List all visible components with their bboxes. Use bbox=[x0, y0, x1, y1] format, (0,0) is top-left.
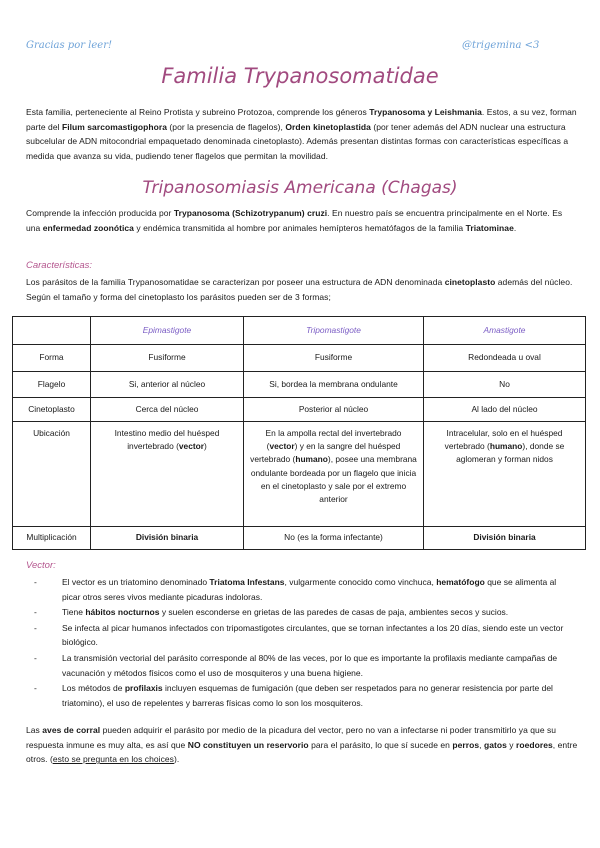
text-run: , vulgarmente conocido como vinchuca, bbox=[284, 577, 437, 587]
text-run: La transmisión vectorial del parásito corresponde al 80% de las veces, por lo que es importante la profilaxis mediante campañas de vacunación y métodos físicos como el uso de mosquiteros y una buena higiene. bbox=[62, 652, 558, 678]
text-run: además del núcleo. Según el tamaño y forma del cinetoplasto los parásitos pueden ser de 3 formas; bbox=[26, 277, 573, 302]
text-run: . En nuestro país se encuentra principalmente en el Norte. Es una bbox=[26, 208, 563, 233]
caracteristicas-paragraph bbox=[26, 275, 578, 304]
bold-text: roedores bbox=[516, 739, 553, 750]
table-row bbox=[13, 527, 586, 550]
vector-list bbox=[26, 575, 571, 711]
vector-heading: Vector: bbox=[26, 560, 56, 571]
bold-text: Filum sarcomastigophora bbox=[61, 121, 168, 132]
bold-text: humano bbox=[295, 454, 328, 465]
bold-text: hábitos nocturnos bbox=[85, 607, 160, 618]
text-run: (por tener además del ADN nuclear una estructura subcelular de ADN mitocondrial empaquetado denominada cinetoplasto). Además presentan distintas formas con características específicas a medida que avanza su vida, pudiendo tener flagelos que permitan la movilidad. bbox=[26, 121, 569, 161]
header-right-handle: @trigemina <3 bbox=[462, 40, 540, 51]
text-run: Posterior al núcleo bbox=[298, 403, 369, 414]
table-row bbox=[13, 372, 586, 398]
table-cell bbox=[91, 398, 244, 422]
table-cell bbox=[91, 422, 244, 527]
bold-text: perros bbox=[452, 739, 480, 750]
table-cell bbox=[91, 345, 244, 372]
vector-list-item bbox=[26, 681, 571, 710]
text-run: incluyen esquemas de fumigación (que deben ser respetados para no generar resistencia por parte del triatomino), el uso de repelentes y barreras físicas como lo son los mosquiteros. bbox=[62, 683, 553, 708]
bold-text: vector bbox=[269, 441, 295, 452]
header-cell bbox=[13, 317, 91, 345]
text-run: que se alimenta al picar otros seres vivos mediante picaduras indoloras. bbox=[62, 577, 557, 602]
table-cell bbox=[244, 422, 424, 527]
text-run: , bbox=[479, 739, 484, 750]
bold-text: NO constituyen un reservorio bbox=[187, 739, 309, 750]
table-cell bbox=[244, 372, 424, 398]
bold-text: aves de corral bbox=[42, 725, 101, 735]
text-run: (por la presencia de flagelos), bbox=[167, 121, 286, 132]
table-cell bbox=[244, 345, 424, 372]
vector-list-item bbox=[26, 621, 571, 650]
text-run: . Estos, a su vez, forman parte del bbox=[26, 107, 577, 132]
text-run: y bbox=[506, 739, 517, 750]
caracteristicas-heading: Características: bbox=[26, 260, 92, 271]
header-left-note: Gracias por leer! bbox=[26, 40, 113, 51]
bold-text: División binaria bbox=[135, 532, 199, 543]
header-cell: Epimastigote bbox=[91, 317, 244, 345]
text-run: Si, anterior al núcleo bbox=[128, 378, 206, 389]
text-run: Los parásitos de la familia Trypanosomatidae se caracterizan por poseer una estructura de ADN denominada bbox=[26, 277, 445, 287]
row-label: Cinetoplasto bbox=[13, 398, 91, 422]
row-label: Ubicación bbox=[13, 422, 91, 527]
table-cell bbox=[424, 372, 586, 398]
text-run: Se infecta al picar humanos infectados con tripomastigotes circulantes, que se tornan infectantes a los 20 días, siendo este un vector biológico. bbox=[62, 622, 564, 648]
header-cell: Tripomastigote bbox=[244, 317, 424, 345]
table-cell bbox=[244, 398, 424, 422]
text-run: Fusiforme bbox=[148, 352, 186, 363]
forms-table bbox=[12, 316, 586, 550]
section-title: Tripanosomiasis Americana (Chagas) bbox=[142, 178, 458, 198]
table-cell bbox=[244, 527, 424, 550]
table-cell bbox=[424, 422, 586, 527]
vector-list-item bbox=[26, 651, 571, 680]
row-label: Flagelo bbox=[13, 372, 91, 398]
text-run: Fusiforme bbox=[314, 352, 353, 363]
row-label: Forma bbox=[13, 345, 91, 372]
bold-text: gatos bbox=[483, 739, 507, 750]
text-run: Esta familia, perteneciente al Reino Protista y subreino Protozoa, comprende los géneros bbox=[26, 107, 370, 117]
bold-text: vector bbox=[178, 441, 205, 452]
bold-text: enfermedad zoonótica bbox=[42, 222, 134, 233]
header-cell: Amastigote bbox=[424, 317, 586, 345]
underlined-text: esto se pregunta en los choices bbox=[52, 754, 174, 765]
bold-text: Orden kinetoplastida bbox=[285, 121, 371, 132]
bold-text: humano bbox=[489, 441, 523, 452]
text-run: Tiene bbox=[62, 607, 86, 618]
chagas-paragraph bbox=[26, 206, 578, 235]
text-run: Intracelular, solo en el huésped vertebrado ( bbox=[444, 428, 563, 452]
intro-paragraph bbox=[26, 105, 578, 163]
text-run: No bbox=[499, 378, 510, 389]
vector-list-item bbox=[26, 575, 571, 604]
text-run: El vector es un triatomino denominado bbox=[62, 577, 210, 587]
text-run: Al lado del núcleo bbox=[471, 403, 538, 414]
table-cell bbox=[424, 345, 586, 372]
text-run: Comprende la infección producida por bbox=[26, 208, 174, 218]
text-run: . bbox=[513, 222, 517, 233]
text-run: Cerca del núcleo bbox=[135, 403, 199, 414]
text-run: , entre otros. ( bbox=[26, 739, 578, 765]
text-run: ), donde se aglomeran y forman nidos bbox=[456, 441, 565, 465]
bold-text: Trypanosoma y Leishmania bbox=[369, 107, 482, 117]
text-run: No (es la forma infectante) bbox=[284, 532, 383, 543]
text-run: ). bbox=[173, 754, 180, 765]
page-title: Familia Trypanosomatidae bbox=[161, 64, 439, 88]
bold-text: hematófogo bbox=[436, 577, 485, 587]
table-row bbox=[13, 398, 586, 422]
text-run: ) y en la sangre del huésped vertebrado ( bbox=[250, 441, 401, 465]
table-cell bbox=[91, 372, 244, 398]
text-run: Los métodos de bbox=[62, 683, 125, 694]
bold-text: División binaria bbox=[473, 532, 536, 543]
bold-text: Triatoma Infestans bbox=[209, 577, 285, 587]
text-run: En la ampolla rectal del invertebrado ( bbox=[265, 428, 402, 452]
table-cell bbox=[91, 527, 244, 550]
text-run: para el parásito, lo que sí sucede en bbox=[308, 739, 453, 750]
text-run: ), posee una membrana ondulante bordeada por un flagelo que inicia en el cinetoplasto y sale por el extremo anterior bbox=[250, 454, 417, 505]
text-run: Redondeada u oval bbox=[468, 352, 541, 363]
table-row bbox=[13, 422, 586, 527]
table-cell bbox=[424, 398, 586, 422]
text-run: y endémica transmitida al hombre por animales hemípteros hematófagos de la familia bbox=[133, 222, 466, 233]
bold-text: cinetoplasto bbox=[444, 277, 496, 287]
text-run: Las bbox=[26, 725, 43, 735]
row-label: Multiplicación bbox=[13, 527, 91, 550]
bold-text: Trypanosoma (Schizotrypanum) cruzi bbox=[173, 208, 328, 218]
text-run: Si, bordea la membrana ondulante bbox=[269, 378, 398, 389]
vector-list-item bbox=[26, 605, 571, 620]
bold-text: Triatominae bbox=[465, 222, 514, 233]
bold-text: profilaxis bbox=[124, 683, 163, 694]
text-run: ) bbox=[204, 441, 207, 452]
table-cell bbox=[424, 527, 586, 550]
text-run: y suelen esconderse en grietas de las paredes de casas de paja, ambientes secos y sucios. bbox=[159, 607, 509, 618]
text-run: pueden adquirir el parásito por medio de la picadura del vector, pero no van a infectarse ni poder transmitirlo ya que su respuesta inmune es muy alta, es así que bbox=[26, 725, 557, 750]
table-header-row bbox=[13, 317, 586, 345]
text-run: Intestino medio del huésped invertebrado ( bbox=[114, 428, 220, 452]
table-row bbox=[13, 345, 586, 372]
aves-paragraph bbox=[26, 723, 578, 767]
